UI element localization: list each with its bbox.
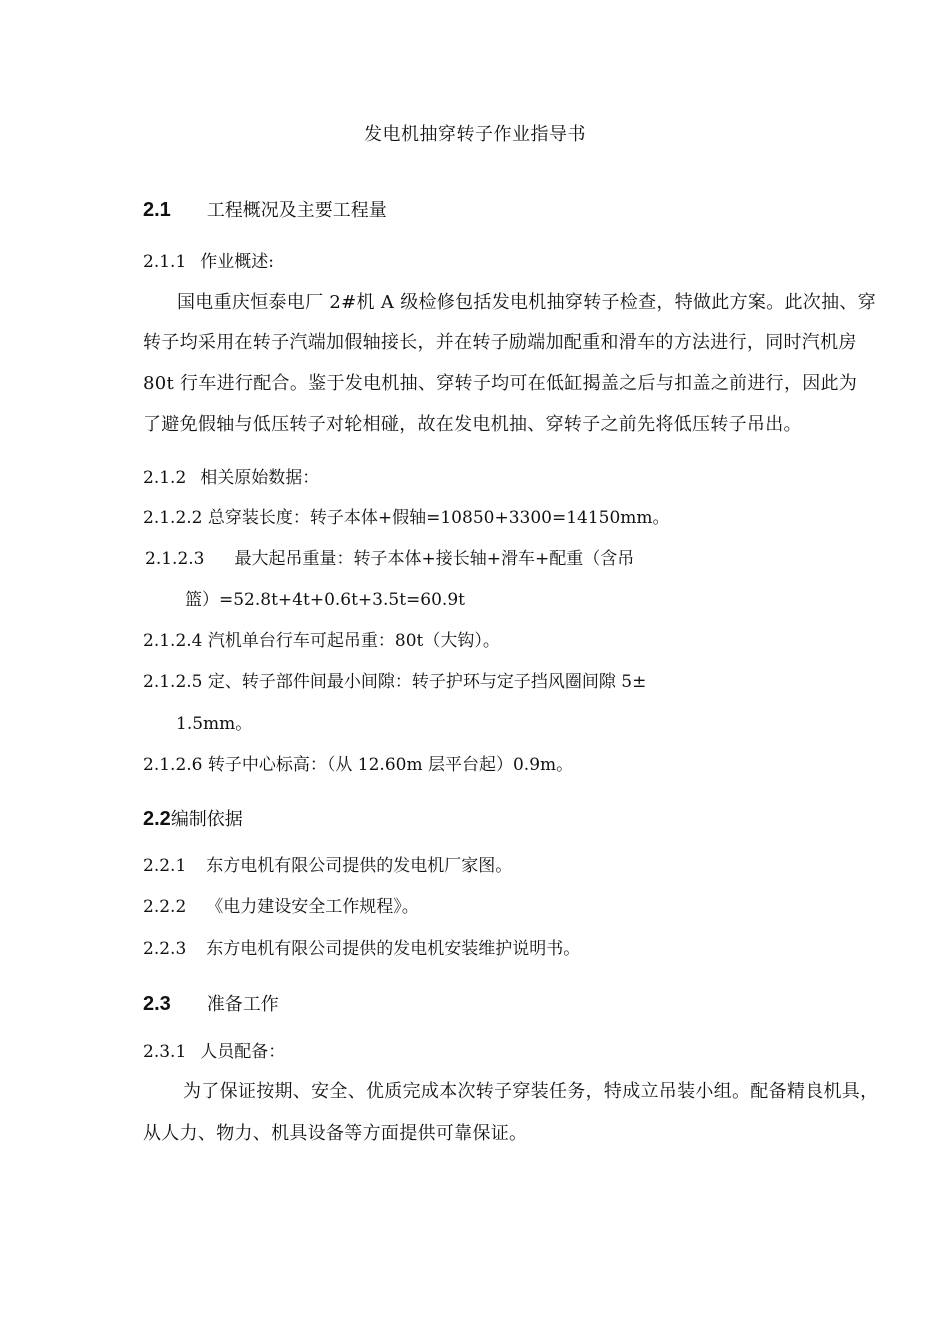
data-item-2-1-2-5: 2.1.2.5 定、转子部件间最小间隙：转子护环与定子挡风圈间隙 5± [143,672,647,692]
data-item-number: 2.1.2.3 [145,549,205,569]
paragraph-line: 了避免假轴与低压转子对轮相碰，故在发电机抽、穿转子之前先将低压转子吊出。 [143,414,802,435]
basis-item-2-2-1 [143,851,512,876]
subsection-title: 人员配备： [200,1042,286,1062]
data-item-2-1-2-5-continued: 1.5mm。 [176,714,253,734]
basis-item-text: 东方电机有限公司提供的发电机厂家图。 [206,856,513,876]
basis-item-text: 《电力建设安全工作规程》。 [206,897,419,917]
paragraph-line: 80t 行车进行配合。鉴于发电机抽、穿转子均可在低缸揭盖之后与扣盖之前进行，因此为 [143,373,858,394]
subsection-heading-2-1-1 [143,247,274,272]
section-heading-2-2 [143,805,243,831]
data-item-2-1-2-6: 2.1.2.6 转子中心标高：（从 12.60m 层平台起）0.9m。 [143,755,574,775]
subsection-number: 2.3.1 [143,1042,187,1062]
paragraph-line: 转子均采用在转子汽端加假轴接长，并在转子励端加配重和滑车的方法进行，同时汽机房 [143,332,857,353]
subsection-heading-2-3-1 [143,1037,285,1062]
basis-item-2-2-3 [143,934,580,959]
subsection-number: 2.1.1 [143,252,187,272]
basis-item-number: 2.2.3 [143,939,187,959]
data-item-text: 最大起吊重量：转子本体+接长轴+滑车+配重（含吊 [234,549,635,569]
section-number: 2.3 [143,993,171,1015]
paragraph-line: 国电重庆恒泰电厂 2#机 A 级检修包括发电机抽穿转子检查，特做此方案。此次抽、穿 [177,292,876,313]
section-number: 2.1 [143,199,171,221]
section-heading-2-1 [143,196,387,222]
section-title: 工程概况及主要工程量 [206,200,387,221]
subsection-title: 相关原始数据： [200,468,320,488]
document-title: 发电机抽穿转子作业指导书 [364,124,586,145]
section-number: 2.2 [143,808,171,830]
data-item-2-1-2-3-continued: 篮）=52.8t+4t+0.6t+3.5t=60.9t [185,590,465,610]
paragraph-line: 为了保证按期、安全、优质完成本次转子穿装任务，特成立吊装小组。配备精良机具， [183,1081,879,1102]
subsection-number: 2.1.2 [143,468,187,488]
data-item-2-1-2-2: 2.1.2.2 总穿装长度：转子本体+假轴=10850+3300=14150mm。 [143,508,670,528]
subsection-title: 作业概述: [200,252,274,272]
basis-item-2-2-2 [143,892,419,917]
data-item-2-1-2-3 [145,544,634,569]
basis-item-number: 2.2.2 [143,897,187,917]
paragraph-line: 从人力、物力、机具设备等方面提供可靠保证。 [143,1123,528,1144]
section-title: 准备工作 [206,994,279,1015]
subsection-heading-2-1-2 [143,463,319,488]
section-title: 编制依据 [170,809,243,830]
basis-item-text: 东方电机有限公司提供的发电机安装维护说明书。 [206,939,581,959]
data-item-2-1-2-4: 2.1.2.4 汽机单台行车可起吊重：80t（大钩）。 [143,631,500,651]
section-heading-2-3 [143,990,279,1016]
basis-item-number: 2.2.1 [143,856,187,876]
